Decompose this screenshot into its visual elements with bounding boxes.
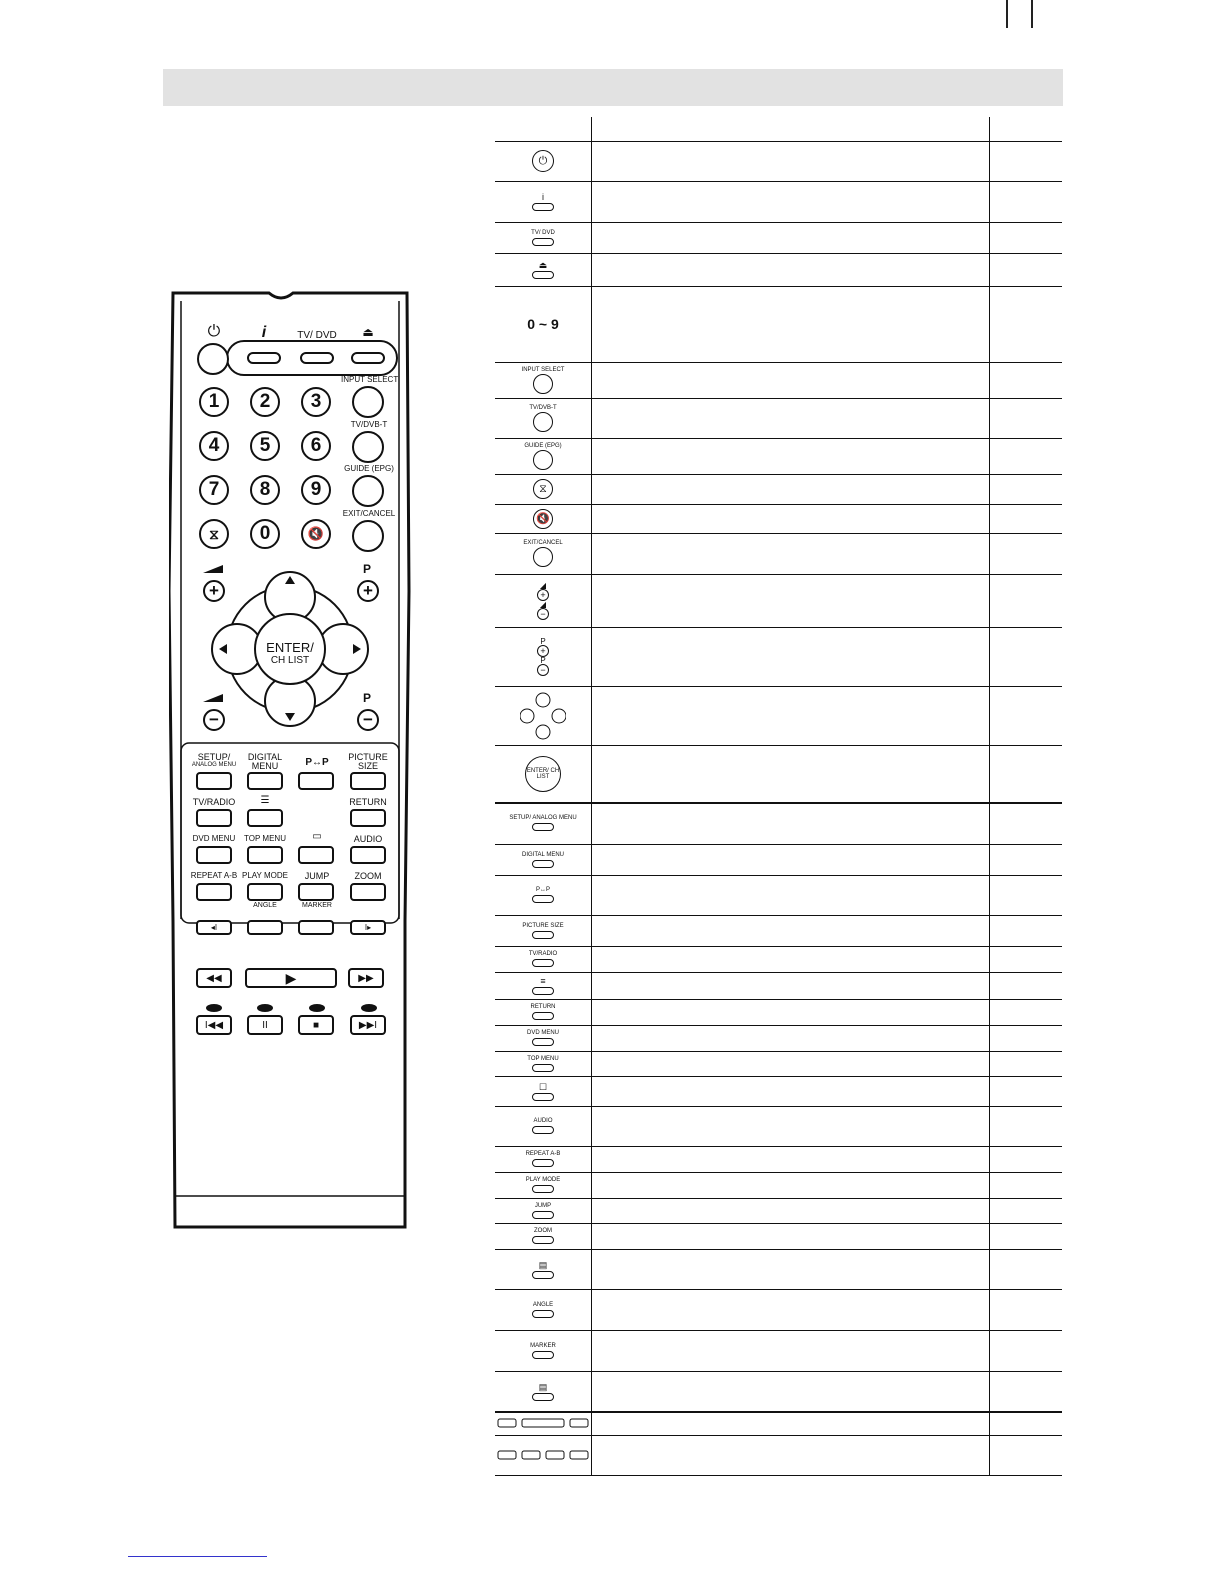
table-row-icon-cell	[495, 362, 591, 398]
table-row-minus-icon: −	[537, 664, 549, 676]
return-button[interactable]	[350, 809, 386, 827]
table-row-icon-cell	[495, 999, 591, 1025]
audio-label: AUDIO	[353, 834, 383, 844]
table-row-button-icon	[532, 1064, 554, 1072]
table-row-icon-cell	[495, 1223, 591, 1249]
program-up-label: P	[362, 562, 371, 576]
audio-button[interactable]	[350, 846, 386, 864]
skip-forward-button[interactable]: ▶▶I	[350, 1015, 386, 1035]
slow-reverse-button[interactable]: ◂I	[196, 920, 232, 935]
table-row-button-icon	[533, 450, 553, 470]
table-row-button-icon	[532, 1351, 554, 1359]
table-row-icon-label: TOP MENU	[527, 1055, 559, 1062]
table-row-button-icon	[532, 987, 554, 995]
eject-button[interactable]	[351, 352, 385, 364]
repeat-label: REPEAT A-B	[190, 871, 238, 880]
sleep-timer-button[interactable]: ⧖	[199, 519, 229, 549]
jump-button[interactable]	[298, 883, 334, 901]
volume-down-button[interactable]: −	[203, 709, 225, 731]
program-down-label: P	[362, 691, 371, 705]
play-button[interactable]: ▶	[245, 968, 337, 988]
table-row-icon-cell	[495, 915, 591, 946]
table-row-icon-cell	[495, 574, 591, 627]
table-row-icon-cell	[495, 1411, 591, 1435]
table-row-icon-cell	[495, 1146, 591, 1172]
exit-cancel-button[interactable]	[352, 520, 384, 552]
table-column-divider-2	[989, 117, 990, 1476]
table-row-button-icon: ⏻	[532, 150, 554, 172]
table-row-icon-cell	[495, 627, 591, 686]
table-row-button-icon: 🔇	[533, 509, 553, 529]
table-row-icon-cell	[495, 745, 591, 802]
table-row-button-icon	[532, 238, 554, 246]
table-row-icon-label: ANGLE	[532, 1301, 554, 1308]
table-row-button-icon	[532, 1038, 554, 1046]
guide-label: GUIDE (EPG)	[344, 464, 394, 473]
table-row-icon-cell	[495, 504, 591, 533]
table-row-icon-cell	[495, 253, 591, 286]
table-row-button-icon	[532, 1012, 554, 1020]
digit-0-button[interactable]: 0	[250, 519, 280, 549]
table-row-transport-icon	[497, 1449, 589, 1461]
table-row-icon-cell	[495, 972, 591, 999]
table-row-icon-cell	[495, 438, 591, 474]
exit-cancel-label: EXIT/CANCEL	[342, 509, 396, 518]
program-up-button[interactable]: +	[357, 580, 379, 602]
table-row-button-icon	[532, 1236, 554, 1244]
table-row-icon-label: EXIT/CANCEL	[523, 540, 563, 546]
slow-forward-button[interactable]: I▸	[350, 920, 386, 935]
table-row-plus-icon: +	[537, 645, 549, 657]
digit-8-button[interactable]: 8	[250, 475, 280, 505]
table-row-icon-label: GUIDE (EPG)	[524, 442, 562, 449]
table-row-icon-label: DVD MENU	[526, 1030, 559, 1036]
indicator-dot-2	[257, 1004, 273, 1012]
return-label: RETURN	[349, 797, 387, 807]
setup-label-2: ANALOG MENU	[191, 762, 237, 768]
skip-back-button[interactable]: I◀◀	[196, 1015, 232, 1035]
table-row-button-icon	[533, 412, 553, 432]
table-row-icon-cell	[495, 222, 591, 253]
digit-1-button[interactable]: 1	[199, 387, 229, 417]
zoom-button[interactable]	[350, 883, 386, 901]
table-row-icon-cell	[495, 1172, 591, 1198]
table-row-icon-label: ⏏	[538, 260, 548, 270]
table-row-button-icon	[532, 1310, 554, 1318]
table-row-button-icon	[533, 547, 553, 567]
top-menu-label: TOP MENU	[244, 834, 286, 843]
setup-label: SETUP/	[197, 752, 231, 762]
table-row-button-icon	[532, 823, 554, 831]
table-row-icon-label: PICTURE SIZE	[522, 922, 564, 929]
enter-label-line1: ENTER/	[266, 640, 314, 655]
table-row-icon-cell	[495, 1025, 591, 1051]
table-row-icon-label: i	[542, 192, 544, 202]
table-row-icon-label: RETURN	[530, 1004, 556, 1010]
rewind-button[interactable]: ◀◀	[196, 968, 232, 988]
table-row-enter-icon: ENTER/ CH LIST	[525, 756, 561, 792]
table-row-icon-label: PLAY MODE	[525, 1177, 561, 1183]
table-row-icon-label: ≡	[540, 976, 546, 986]
digit-7-button[interactable]: 7	[199, 475, 229, 505]
table-row-button-icon	[532, 271, 554, 279]
table-row-button-icon	[532, 931, 554, 939]
stop-button[interactable]: ■	[298, 1015, 334, 1035]
info-label: i	[261, 324, 267, 341]
digit-2-button[interactable]: 2	[250, 387, 280, 417]
indicator-dot-4	[361, 1004, 377, 1012]
volume-up-button[interactable]: +	[203, 580, 225, 602]
table-row-button-icon	[532, 1393, 554, 1401]
table-bottom-rule	[495, 1475, 1062, 1476]
picture-label: PICTURE	[348, 752, 388, 762]
table-column-divider-1	[591, 117, 592, 1476]
table-row-icon-label: TV/DVB-T	[529, 404, 557, 411]
subtitle-button[interactable]	[298, 846, 334, 864]
pip-button[interactable]	[298, 772, 334, 790]
table-row-icon-cell	[495, 1106, 591, 1146]
table-row-icon-label: ◢	[539, 599, 547, 609]
digit-4-button[interactable]: 4	[199, 431, 229, 461]
teletext-icon: ☰	[260, 795, 270, 806]
tv-radio-button[interactable]	[196, 809, 232, 827]
table-row-icon-cell	[495, 1249, 591, 1289]
table-row-button-icon	[532, 959, 554, 967]
table-row-transport-icon	[497, 1417, 589, 1429]
eject-icon: ⏏	[362, 325, 374, 339]
table-row-button-icon	[532, 860, 554, 868]
table-row-icon-label: JUMP	[534, 1202, 552, 1209]
program-down-button[interactable]: −	[357, 709, 379, 731]
input-select-label: INPUT SELECT	[341, 375, 399, 384]
tv-dvd-button[interactable]	[300, 352, 334, 364]
table-row-icon-label: ▤	[538, 1381, 548, 1392]
picture-label-2: SIZE	[357, 761, 378, 771]
table-row-icon-label: SETUP/ ANALOG MENU	[509, 815, 577, 821]
digit-3-button[interactable]: 3	[301, 387, 331, 417]
table-row-icon-cell	[495, 875, 591, 915]
play-mode-button[interactable]	[247, 883, 283, 901]
pip-label: P↔P	[305, 757, 329, 768]
digit-5-button[interactable]: 5	[250, 431, 280, 461]
table-row-icon-label: MARKER	[530, 1342, 556, 1349]
table-row-icon-cell	[495, 286, 591, 362]
table-row-icon-cell	[495, 946, 591, 972]
remote-control-illustration	[169, 291, 411, 1229]
enter-label-line2: CH LIST	[270, 655, 310, 666]
digital-label-2: MENU	[251, 761, 279, 771]
mute-button[interactable]: 🔇	[301, 519, 331, 549]
table-row-button-icon	[532, 1126, 554, 1134]
power-icon: ⏻	[207, 323, 221, 340]
dvd-menu-label: DVD MENU	[192, 834, 236, 843]
table-row-button-icon	[532, 1185, 554, 1193]
table-row-icon-label: TV/ DVD	[531, 229, 555, 236]
table-row-icon-label: AUDIO	[533, 1118, 553, 1124]
footer-link-underline	[128, 1556, 267, 1557]
table-row-icon-label: DIGITAL MENU	[521, 851, 564, 858]
section-header-bar	[163, 69, 1063, 106]
digit-9-button[interactable]: 9	[301, 475, 331, 505]
table-row-icon-label: 0 ~ 9	[527, 316, 559, 332]
table-row-arrow-keys-icon	[520, 691, 566, 741]
table-row-icon-label: P↔P	[535, 887, 550, 893]
table-row-icon-label: ◢	[539, 580, 547, 590]
table-row-icon-cell	[495, 1371, 591, 1411]
table-row-icon-cell	[495, 844, 591, 875]
picture-size-button[interactable]	[350, 772, 386, 790]
pause-button[interactable]: II	[247, 1015, 283, 1035]
top-menu-button[interactable]	[247, 846, 283, 864]
indicator-dot-3	[309, 1004, 325, 1012]
table-row-icon-cell	[495, 1435, 591, 1475]
angle-button[interactable]	[247, 920, 283, 935]
button-reference-table	[495, 117, 1062, 1476]
table-row-button-icon	[532, 895, 554, 903]
table-row-icon-cell	[495, 1076, 591, 1106]
table-row-icon-cell	[495, 1198, 591, 1223]
table-row-icon-cell	[495, 1051, 591, 1076]
digital-menu-button[interactable]	[247, 772, 283, 790]
play-mode-label: PLAY MODE	[242, 871, 288, 880]
marker-label: MARKER	[302, 902, 332, 909]
angle-label: ANGLE	[253, 902, 277, 909]
teletext-button[interactable]	[247, 809, 283, 827]
crop-mark-left	[1006, 0, 1008, 28]
table-row-icon-label: P	[540, 655, 546, 665]
tv-dvbt-button[interactable]	[352, 431, 384, 463]
digital-label: DIGITAL	[247, 752, 283, 762]
table-row-button-icon	[532, 1159, 554, 1167]
zoom-label: ZOOM	[354, 871, 382, 881]
table-row-button-icon	[532, 203, 554, 211]
table-row-icon-cell	[495, 398, 591, 438]
table-row-button-icon	[532, 1211, 554, 1219]
table-row-minus-icon: −	[537, 608, 549, 620]
power-button[interactable]	[197, 343, 229, 375]
indicator-dot-1	[206, 1004, 222, 1012]
dvd-menu-button[interactable]	[196, 846, 232, 864]
table-row-icon-cell	[495, 181, 591, 222]
table-row-icon-label: ▤	[538, 1259, 548, 1270]
info-button[interactable]	[247, 352, 281, 364]
table-row-icon-label: REPEAT A-B	[525, 1151, 561, 1157]
tv-dvd-label: TV/ DVD	[297, 330, 337, 341]
table-row-icon-label: INPUT SELECT	[521, 366, 565, 373]
table-row-plus-icon: +	[537, 589, 549, 601]
guide-button[interactable]	[352, 475, 384, 507]
tv-dvbt-label: TV/DVB-T	[350, 420, 388, 429]
fast-forward-button[interactable]: ▶▶	[348, 968, 384, 988]
marker-button[interactable]	[298, 920, 334, 935]
repeat-ab-button[interactable]	[196, 883, 232, 901]
table-row-icon-cell	[495, 533, 591, 574]
subtitle-icon: ▭	[312, 831, 322, 842]
table-row-icon-label: P	[540, 636, 546, 646]
table-row-icon-cell	[495, 1289, 591, 1330]
table-row-button-icon	[532, 1271, 554, 1279]
jump-label: JUMP	[304, 871, 330, 881]
digit-6-button[interactable]: 6	[301, 431, 331, 461]
table-row-icon-cell	[495, 802, 591, 844]
table-row-icon-cell	[495, 474, 591, 504]
setup-button[interactable]	[196, 772, 232, 790]
table-row-icon-label: ☐	[538, 1081, 548, 1092]
table-row-icon-cell	[495, 1330, 591, 1371]
table-row-icon-cell	[495, 686, 591, 745]
crop-mark-right	[1031, 0, 1033, 28]
table-row-button-icon: ⧖	[533, 479, 553, 499]
table-row-icon-cell	[495, 141, 591, 181]
input-select-button[interactable]	[352, 386, 384, 418]
tv-radio-label: TV/RADIO	[192, 797, 236, 807]
table-row-icon-label: ZOOM	[534, 1228, 552, 1234]
table-row-button-icon	[532, 1093, 554, 1101]
table-row-icon-label: TV/RADIO	[528, 951, 558, 957]
table-row-button-icon	[533, 374, 553, 394]
